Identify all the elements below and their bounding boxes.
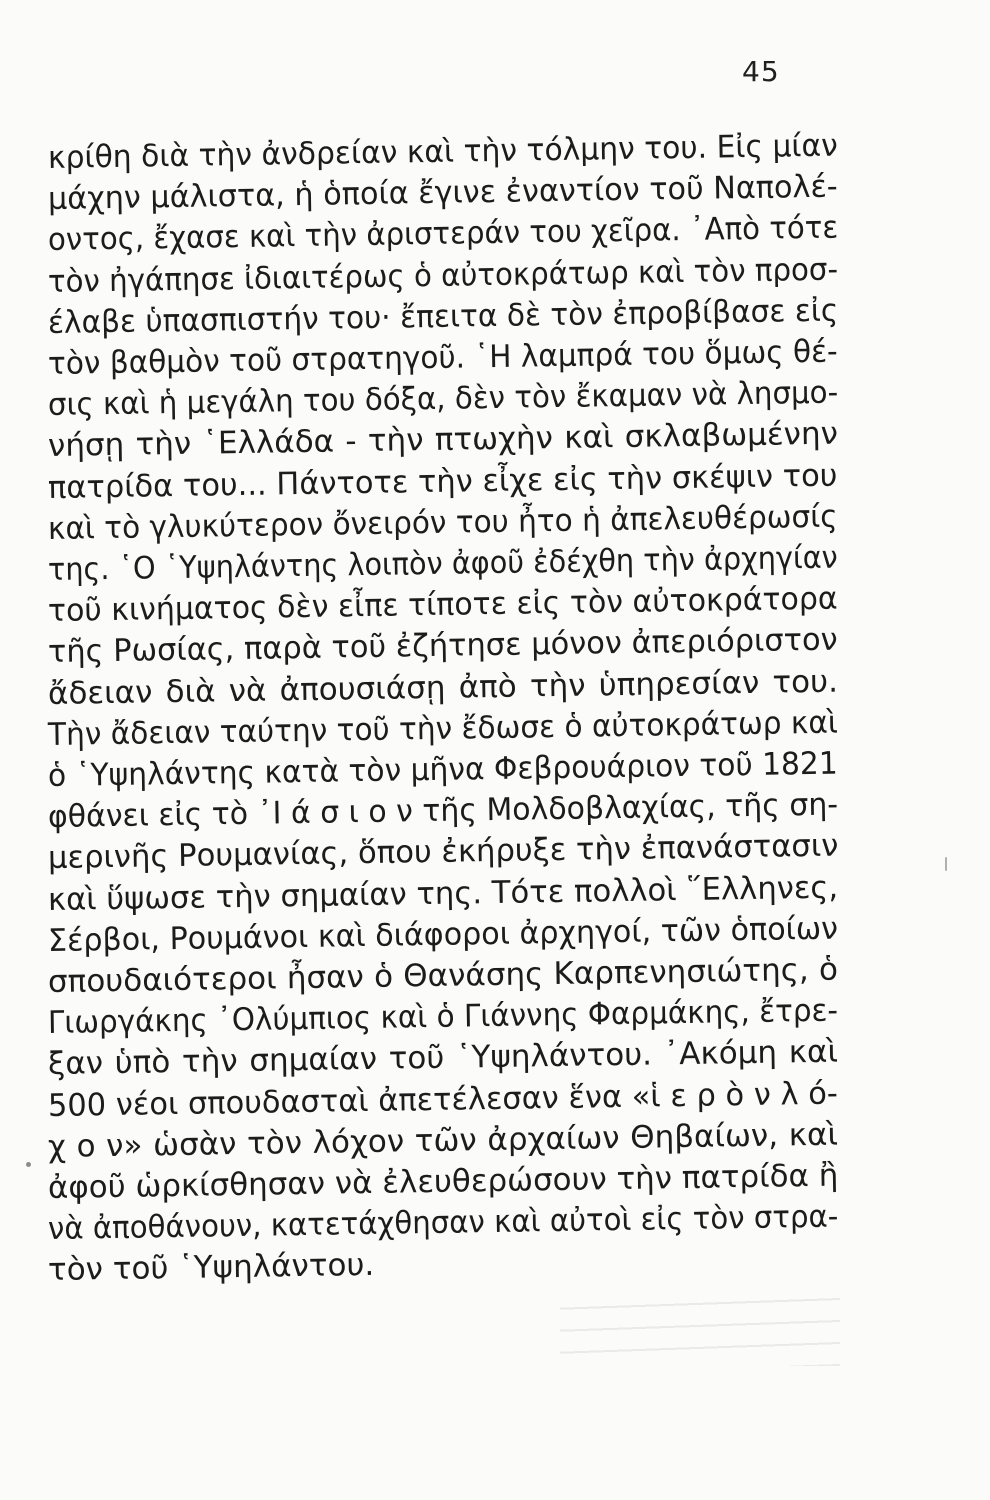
text-line: Τὴν ἄδειαν ταύτην τοῦ τὴν ἔδωσε ὁ αὐτοκράτωρ καὶ — [47, 704, 839, 753]
text-line: 500 νέοι σπουδασταὶ ἀπετέλεσαν ἕνα «ἱ ε ρ ὸ ν λ ό- — [47, 1075, 839, 1124]
text-line: κρίθη διὰ τὴν ἀνδρείαν καὶ τὴν τόλμην του. Εἰς μίαν — [47, 127, 839, 176]
text-line: Σέρβοι, Ρουμάνοι καὶ διάφοροι ἀρχηγοί, τῶν ὁποίων — [47, 910, 839, 959]
text-line: νὰ ἀποθάνουν, κατετάχθησαν καὶ αὐτοὶ εἰς τὸν στρα- — [47, 1198, 839, 1248]
paper-speck — [945, 857, 947, 871]
text-line: φθάνει εἰς τὸ ᾿Ι ά σ ι ο ν τῆς Μολδοβλαχίας, τῆς ση- — [47, 786, 839, 836]
text-line: χ ο ν» ὡσὰν τὸν λόχον τῶν ἀρχαίων Θηβαίων, καὶ — [47, 1116, 839, 1165]
page-number: 45 — [742, 55, 780, 88]
text-line: της. ῾Ο ῾Υψηλάντης λοιπὸν ἀφοῦ ἐδέχθη τὴν ἀρχηγίαν — [47, 539, 838, 588]
text-line-last: τὸν τοῦ ῾Υψηλάντου. — [47, 1247, 375, 1289]
text-line: τὸν ἠγάπησε ἰδιαιτέρως ὁ αὐτοκράτωρ καὶ τὸν προσ- — [47, 251, 839, 300]
text-line: τοῦ κινήματος δὲν εἶπε τίποτε εἰς τὸν αὐτοκράτορα — [47, 580, 838, 630]
text-line: ἄδειαν διὰ νὰ ἀπουσιάσῃ ἀπὸ τὴν ὑπηρεσίαν του. — [47, 663, 839, 712]
bleed-through-shadow — [560, 1296, 840, 1366]
text-line: μάχην μάλιστα, ἡ ὁποία ἔγινε ἐναντίον τοῦ Ναπολέ- — [47, 168, 838, 218]
text-line: καὶ ὕψωσε τὴν σημαίαν της. Τότε πολλοὶ ῞Ελληνες, — [47, 869, 839, 918]
text-line: ὁ ῾Υψηλάντης κατὰ τὸν μῆνα Φεβρουάριον τοῦ 1821 — [47, 745, 838, 794]
text-line: ξαν ὑπὸ τὴν σημαίαν τοῦ ῾Υψηλάντου. ᾿Ακόμη καὶ — [47, 1033, 839, 1083]
text-line: έλαβε ὑπασπιστήν του· ἔπειτα δὲ τὸν ἐπροβίβασε εἰς — [47, 292, 839, 341]
text-line: σις καὶ ἡ μεγάλη του δόξα, δὲν τὸν ἔκαμαν νὰ λησμο- — [47, 374, 839, 424]
text-line: οντος, ἔχασε καὶ τὴν ἀριστεράν του χεῖρα. ᾿Απὸ τότε — [47, 209, 839, 259]
paper-speck — [26, 1162, 31, 1167]
text-line: καὶ τὸ γλυκύτερον ὄνειρόν του ἦτο ἡ ἀπελευθέρωσίς — [47, 498, 838, 547]
text-line: ἀφοῦ ὡρκίσθησαν νὰ ἐλευθερώσουν τὴν πατρίδα ἢ — [47, 1157, 839, 1206]
text-line: σπουδαιότεροι ἦσαν ὁ Θανάσης Καρπενησιώτης, ὁ — [47, 951, 839, 1000]
text-line: τὸν βαθμὸν τοῦ στρατηγοῦ. ῾Η λαμπρά του ὅμως θέ- — [47, 333, 838, 382]
text-line: τῆς Ρωσίας, παρὰ τοῦ ἐζήτησε μόνον ἀπεριόριστον — [47, 621, 838, 671]
text-line: νήσῃ τὴν ῾Ελλάδα - τὴν πτωχὴν καὶ σκλαβωμένην — [47, 415, 839, 465]
text-line: Γιωργάκης ᾿Ολύμπιος καὶ ὁ Γιάννης Φαρμάκης, ἔτρε- — [47, 992, 839, 1042]
text-line: πατρίδα του... Πάντοτε τὴν εἶχε εἰς τὴν σκέψιν του — [47, 457, 838, 506]
text-line: μερινῆς Ρουμανίας, ὅπου ἐκήρυξε τὴν ἐπανάστασιν — [47, 827, 839, 877]
